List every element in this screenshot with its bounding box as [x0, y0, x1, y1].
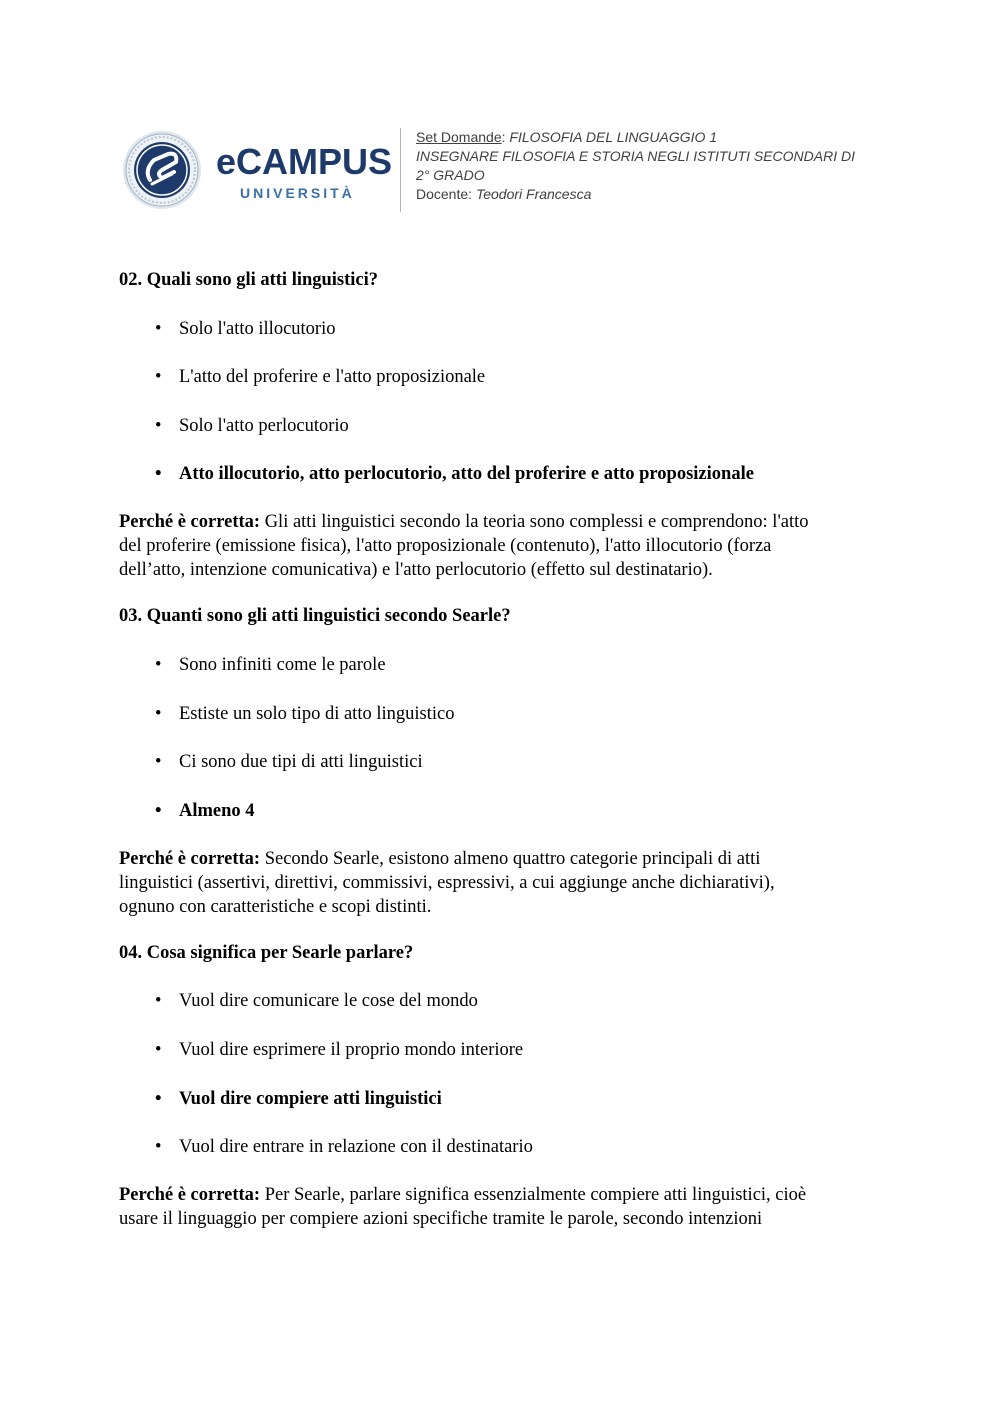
- brand-logo: [216, 142, 396, 202]
- explanation-label: Perché è corretta:: [119, 512, 261, 533]
- bullet-icon: •: [155, 1088, 162, 1109]
- answer-option: [119, 989, 889, 1013]
- explanation-line: usare il linguaggio per compiere azioni specifiche tramite le parole, secondo intenzioni: [119, 1209, 763, 1230]
- question-title: 04. Cosa significa per Searle parlare?: [119, 942, 414, 963]
- docente-label: Docente:: [416, 186, 476, 202]
- explanation: [119, 847, 889, 919]
- bullet-icon: •: [155, 654, 162, 675]
- answer-option-correct: [119, 1087, 889, 1111]
- answer-option: [119, 414, 889, 438]
- answer-option: [119, 317, 889, 341]
- explanation: [119, 510, 889, 582]
- answer-option-correct: [119, 462, 889, 486]
- answer-text: Ci sono due tipi di atti linguistici: [179, 752, 423, 773]
- explanation-line: dell’atto, intenzione comunicativa) e l'atto perlocutorio (effetto sul destinatario).: [119, 560, 713, 581]
- bullet-icon: •: [155, 1137, 162, 1158]
- ecampus-seal-icon: [122, 130, 202, 210]
- bullet-icon: •: [155, 1039, 162, 1060]
- course-line-2: 2° GRADO: [416, 167, 485, 183]
- answer-option-correct: [119, 799, 889, 823]
- questions-content: [119, 268, 889, 1253]
- question-block: [119, 268, 889, 582]
- bullet-icon: •: [155, 991, 162, 1012]
- explanation-line: ognuno con caratteristiche e scopi distinti.: [119, 896, 432, 917]
- header-info: [416, 128, 896, 204]
- answer-options: [119, 653, 889, 823]
- bullet-icon: •: [155, 318, 162, 339]
- answer-options: [119, 989, 889, 1159]
- answer-text: Vuol dire esprimere il proprio mondo interiore: [179, 1039, 524, 1060]
- answer-option: [119, 1135, 889, 1159]
- answer-text: Solo l'atto illocutorio: [179, 318, 336, 339]
- answer-text: Vuol dire entrare in relazione con il destinatario: [179, 1137, 533, 1158]
- brand-subtitle: UNIVERSITÀ: [240, 185, 355, 201]
- bullet-icon: •: [155, 800, 162, 821]
- explanation-line: del proferire (emissione fisica), l'atto proposizionale (contenuto), l'atto illocutorio (forza: [119, 536, 772, 557]
- header-divider: [400, 128, 401, 212]
- page-header: [122, 128, 902, 214]
- question-block: [119, 941, 889, 1231]
- set-value: FILOSOFIA DEL LINGUAGGIO 1: [509, 129, 718, 145]
- question-title: 02. Quali sono gli atti linguistici?: [119, 270, 379, 290]
- answer-text: Almeno 4: [179, 800, 255, 821]
- docente-value: Teodori Francesca: [475, 186, 592, 202]
- answer-option: [119, 365, 889, 389]
- answer-text: Atto illocutorio, atto perlocutorio, atto del proferire e atto proposizionale: [179, 464, 754, 485]
- answer-text: Vuol dire comunicare le cose del mondo: [179, 991, 478, 1012]
- bullet-icon: •: [155, 464, 162, 485]
- answer-text: Vuol dire compiere atti linguistici: [179, 1088, 442, 1109]
- explanation-line: Secondo Searle, esistono almeno quattro categorie principali di atti: [260, 848, 761, 869]
- answer-text: Sono infiniti come le parole: [179, 654, 386, 675]
- course-line-1: INSEGNARE FILOSOFIA E STORIA NEGLI ISTITUTI SECONDARI DI: [416, 148, 855, 164]
- answer-text: L'atto del proferire e l'atto proposizionale: [179, 367, 486, 388]
- bullet-icon: •: [155, 367, 162, 388]
- answer-option: [119, 702, 889, 726]
- answer-option: [119, 1038, 889, 1062]
- question-block: [119, 604, 889, 918]
- explanation-line: Per Searle, parlare significa essenzialmente compiere atti linguistici, cioè: [260, 1185, 807, 1206]
- answer-options: [119, 317, 889, 487]
- answer-text: Estiste un solo tipo di atto linguistico: [179, 703, 455, 724]
- question-title: 03. Quanti sono gli atti linguistici secondo Searle?: [119, 606, 511, 627]
- set-separator: :: [501, 129, 510, 145]
- set-line: [416, 128, 896, 147]
- explanation-line: Gli atti linguistici secondo la teoria sono complessi e comprendono: l'atto: [260, 512, 809, 533]
- bullet-icon: •: [155, 752, 162, 773]
- answer-text: Solo l'atto perlocutorio: [179, 415, 349, 436]
- explanation-line: linguistici (assertivi, direttivi, commissivi, espressivi, a cui aggiunge anche dichiarativi),: [119, 872, 775, 893]
- explanation: [119, 1183, 889, 1231]
- set-label: Set Domande: [416, 129, 502, 145]
- brand-name: eCAMPUS: [216, 141, 393, 182]
- answer-option: [119, 750, 889, 774]
- explanation-label: Perché è corretta:: [119, 1185, 261, 1206]
- explanation-label: Perché è corretta:: [119, 848, 261, 869]
- bullet-icon: •: [155, 415, 162, 436]
- bullet-icon: •: [155, 703, 162, 724]
- answer-option: [119, 653, 889, 677]
- docente-line: [416, 185, 896, 204]
